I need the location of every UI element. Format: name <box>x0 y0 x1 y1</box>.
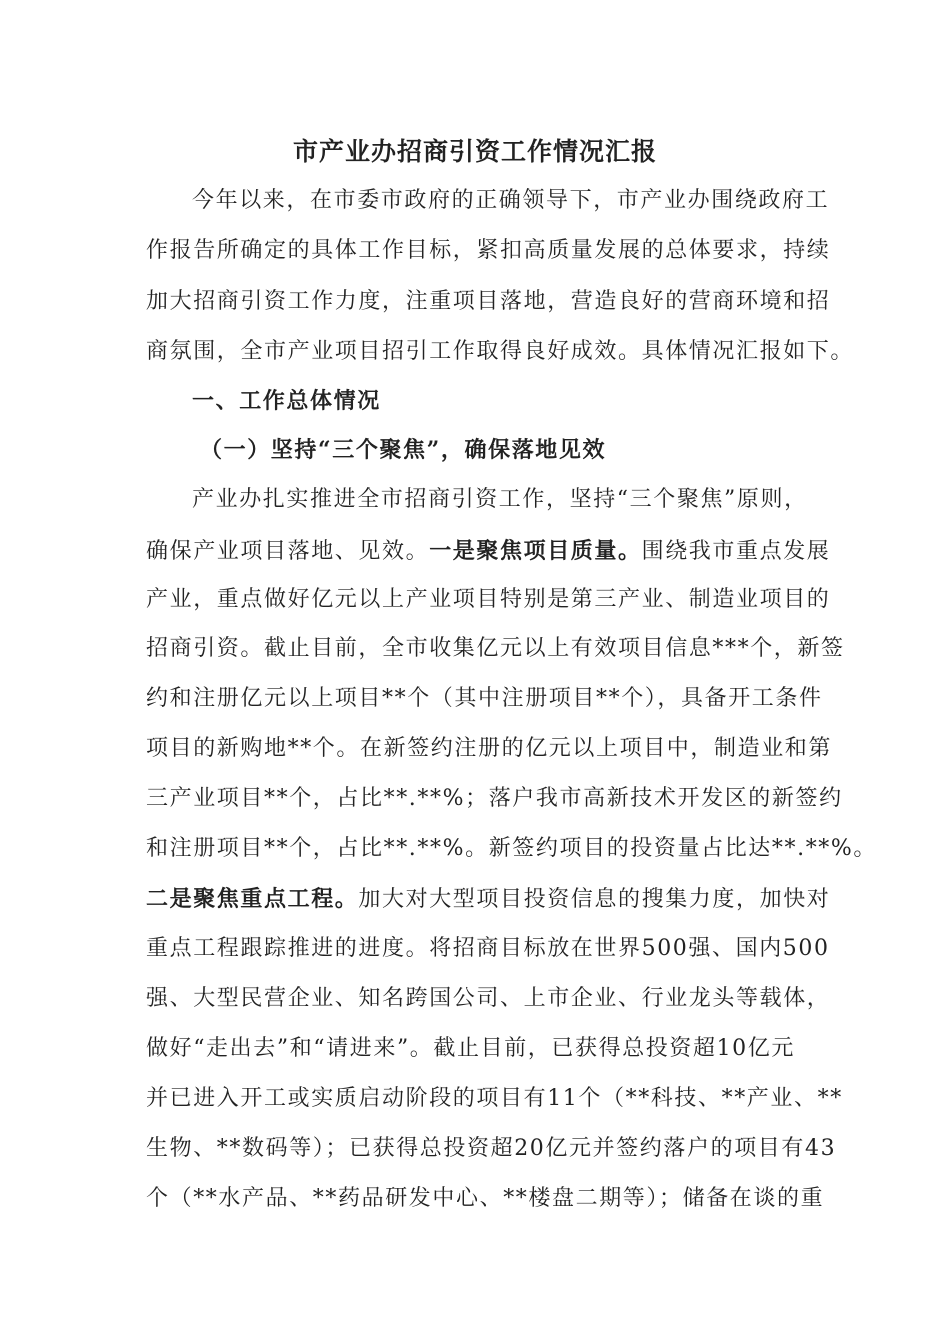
paragraph-line <box>146 536 830 567</box>
paragraph-line: 项目的新购地**个。在新签约注册的亿元以上项目中，制造业和第 <box>146 736 833 761</box>
paragraph-text: 围绕我市重点发展 <box>641 539 831 564</box>
paragraph-line: 约和注册亿元以上项目**个（其中注册项目**个），具备开工条件 <box>146 686 823 711</box>
paragraph-line: 招商引资。截止目前，全市收集亿元以上有效项目信息***个，新签 <box>146 636 845 661</box>
paragraph-line: 重点工程跟踪推进的进度。将招商目标放在世界500强、国内500 <box>146 936 830 961</box>
paragraph-line: 今年以来，在市委市政府的正确领导下，市产业办围绕政府工 <box>192 188 830 213</box>
paragraph-line: 加大招商引资工作力度，注重项目落地，营造良好的营商环境和招 <box>146 289 831 314</box>
paragraph-line: 作报告所确定的具体工作目标，紧扣高质量发展的总体要求，持续 <box>146 238 831 263</box>
paragraph-text: 加大对大型项目投资信息的搜集力度，加快对 <box>358 887 831 912</box>
paragraph-line: 产业办扎实推进全市招商引资工作，坚持“三个聚焦”原则， <box>192 487 808 512</box>
paragraph-line: 个（**水产品、**药品研发中心、**楼盘二期等）；储备在谈的重 <box>146 1186 825 1211</box>
bold-lead-phrase: 二是聚焦重点工程。 <box>146 886 359 912</box>
document-title: 市产业办招商引资工作情况汇报 <box>292 137 657 166</box>
paragraph-line: 商氛围，全市产业项目招引工作取得良好成效。具体情况汇报如下。 <box>146 339 855 364</box>
paragraph-line: 强、大型民营企业、知名跨国公司、上市企业、行业龙头等载体， <box>146 986 831 1011</box>
bold-lead-phrase: 一是聚焦项目质量。 <box>429 538 642 564</box>
paragraph-text: 确保产业项目落地、见效。 <box>146 539 430 564</box>
subsection-heading: （一）坚持“三个聚焦”，确保落地见效 <box>200 437 607 463</box>
paragraph-line: 并已进入开工或实质启动阶段的项目有11个（**科技、**产业、** <box>146 1086 843 1111</box>
paragraph-line: 做好“走出去”和“请进来”。截止目前，已获得总投资超10亿元 <box>146 1036 795 1061</box>
paragraph-line: 产业，重点做好亿元以上产业项目特别是第三产业、制造业项目的 <box>146 587 831 612</box>
paragraph-line <box>146 884 830 915</box>
paragraph-line: 和注册项目**个，占比**.**%。新签约项目的投资量占比达**.**%。 <box>146 836 877 861</box>
paragraph-line: 生物、**数码等）；已获得总投资超20亿元并签约落户的项目有43 <box>146 1136 837 1161</box>
paragraph-line: 三产业项目**个，占比**.**%；落户我市高新技术开发区的新签约 <box>146 786 843 811</box>
section-heading: 一、工作总体情况 <box>192 388 381 414</box>
